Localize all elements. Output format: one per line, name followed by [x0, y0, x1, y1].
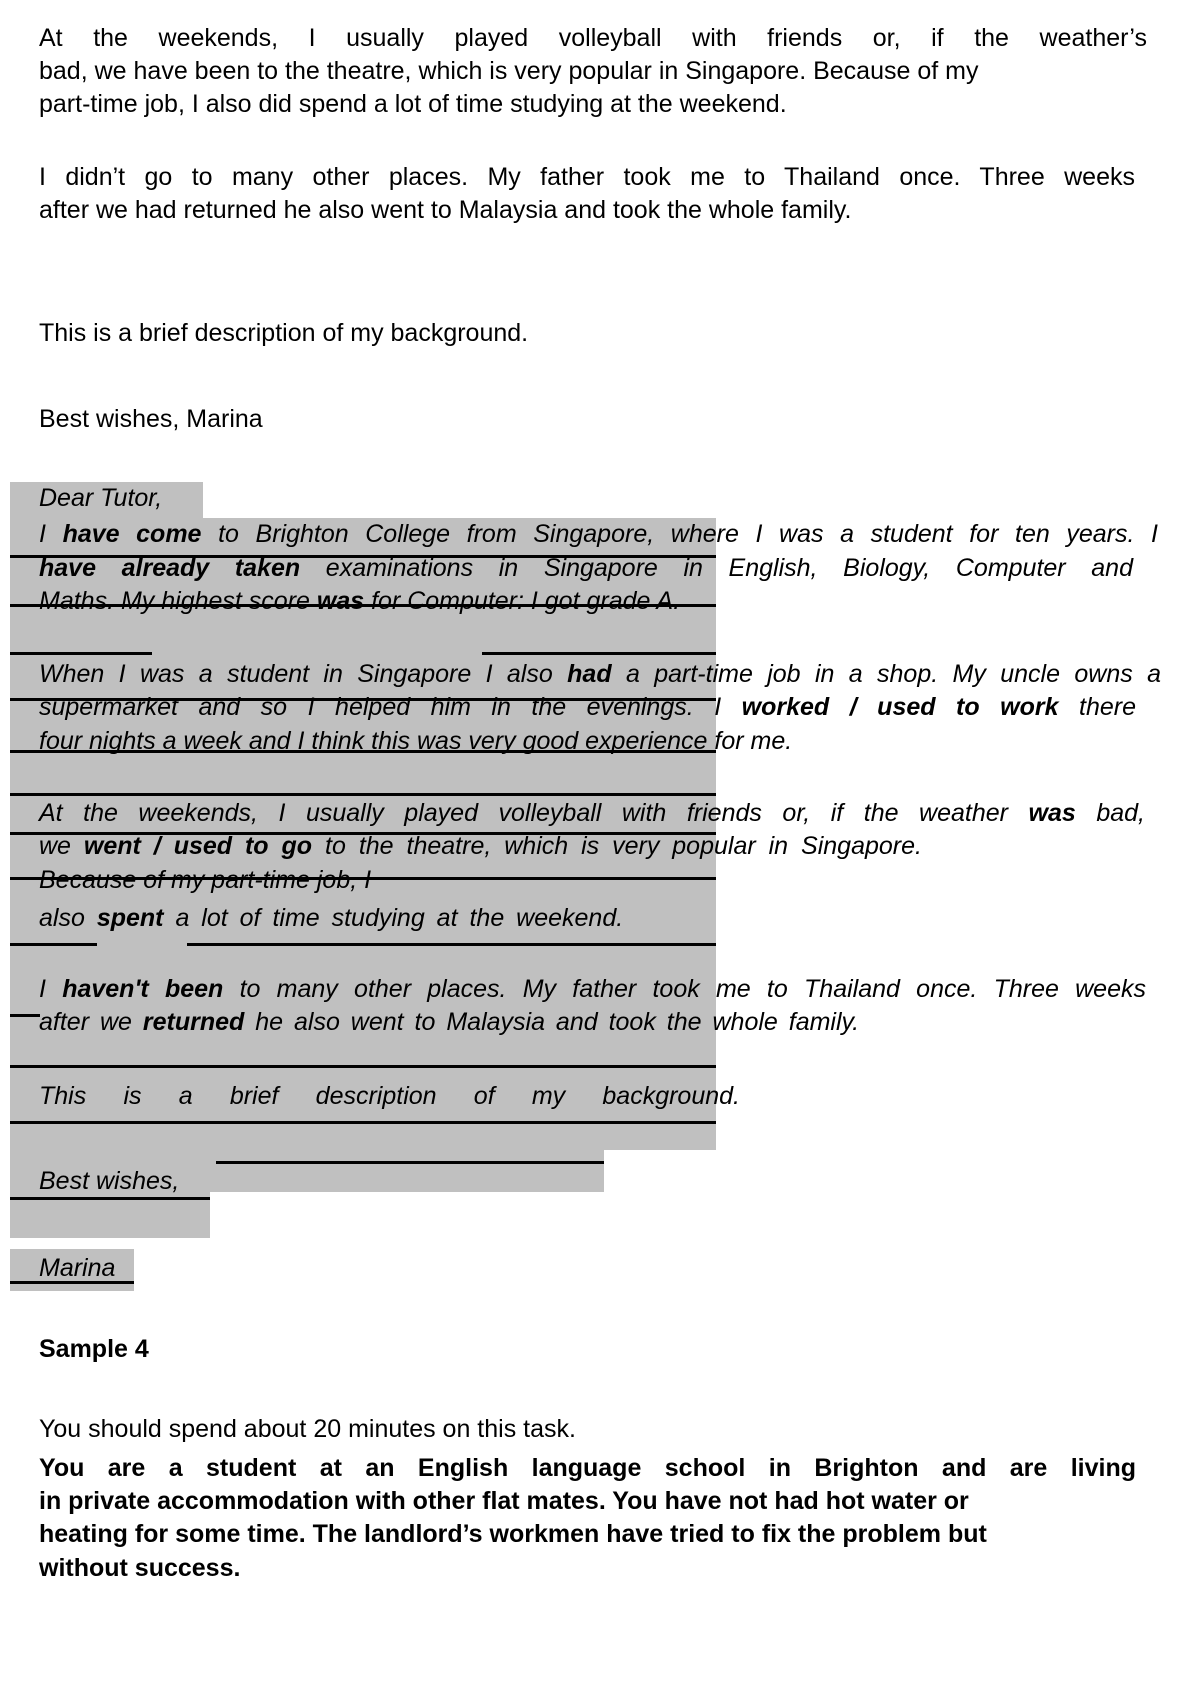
corrected-line: When I was a student in Singapore I also had a part-time job in a shop. My uncle owns a: [39, 660, 1161, 688]
corrected-line: Because of my part-time job, I: [39, 866, 372, 894]
underline: [10, 652, 152, 655]
salutation: Dear Tutor,: [39, 484, 163, 512]
correction: was: [316, 587, 365, 615]
corrected-line: At the weekends, I usually played volleyball with friends or, if the weather was bad,: [39, 799, 1145, 827]
corrected-line: I haven't been to many other places. My father took me to Thailand once. Three weeks: [39, 975, 1146, 1003]
instruction: You should spend about 20 minutes on this task.: [39, 1415, 576, 1443]
section-heading: Sample 4: [39, 1335, 149, 1363]
correction: worked / used to work: [741, 693, 1059, 721]
underline: [10, 1121, 716, 1124]
corrected-line: after we returned he also went to Malaysia and took the whole family.: [39, 1008, 860, 1036]
corrected-line: also spent a lot of time studying at the weekend.: [39, 904, 624, 932]
correction: spent: [96, 904, 164, 932]
underline: [482, 652, 716, 655]
original-line: part-time job, I also did spend a lot of time studying at the weekend.: [39, 90, 787, 118]
original-line: I didn’t go to many other places. My father took me to Thailand once. Three weeks: [39, 163, 1135, 191]
original-line: At the weekends, I usually played volleyball with friends or, if the weather’s: [39, 24, 1147, 52]
original-line: after we had returned he also went to Malaysia and took the whole family.: [39, 196, 852, 224]
correction: was: [1028, 799, 1076, 827]
task-line: heating for some time. The landlord’s workmen have tried to fix the problem but: [39, 1520, 987, 1548]
correction: went / used to go: [83, 832, 313, 860]
signature: Marina: [39, 1254, 116, 1282]
correction: have already taken: [39, 554, 301, 582]
closing: Best wishes,: [39, 1167, 180, 1195]
corrected-line: supermarket and so I helped him in the evenings. I worked / used to work there: [39, 693, 1136, 721]
correction: returned: [142, 1008, 245, 1036]
task-line: without success.: [39, 1554, 241, 1582]
original-line: Best wishes, Marina: [39, 405, 263, 433]
task-line: in private accommodation with other flat mates. You have not had hot water or: [39, 1487, 969, 1515]
corrected-line: we went / used to go to the theatre, which is very popular in Singapore.: [39, 832, 922, 860]
corrected-line: four nights a week and I think this was very good experience for me.: [39, 727, 793, 755]
correction: have come: [62, 520, 202, 548]
underline: [10, 943, 97, 946]
original-line: bad, we have been to the theatre, which is very popular in Singapore. Because of my: [39, 57, 979, 85]
corrected-line: This is a brief description of my background.: [39, 1082, 740, 1110]
task-line: You are a student at an English language school in Brighton and are living: [39, 1454, 1136, 1482]
underline: [10, 1014, 40, 1017]
underline: [10, 793, 716, 796]
underline: [187, 943, 716, 946]
original-line: This is a brief description of my background.: [39, 319, 529, 347]
correction: had: [567, 660, 612, 688]
corrected-line: I have come to Brighton College from Singapore, where I was a student for ten years. I: [39, 520, 1158, 548]
underline: [216, 1161, 604, 1164]
underline: [10, 1065, 716, 1068]
corrected-line: have already taken examinations in Singapore in English, Biology, Computer and: [39, 554, 1133, 582]
corrected-line: Maths. My highest score was for Computer: I got grade A.: [39, 587, 681, 615]
correction: haven't been: [62, 975, 224, 1003]
